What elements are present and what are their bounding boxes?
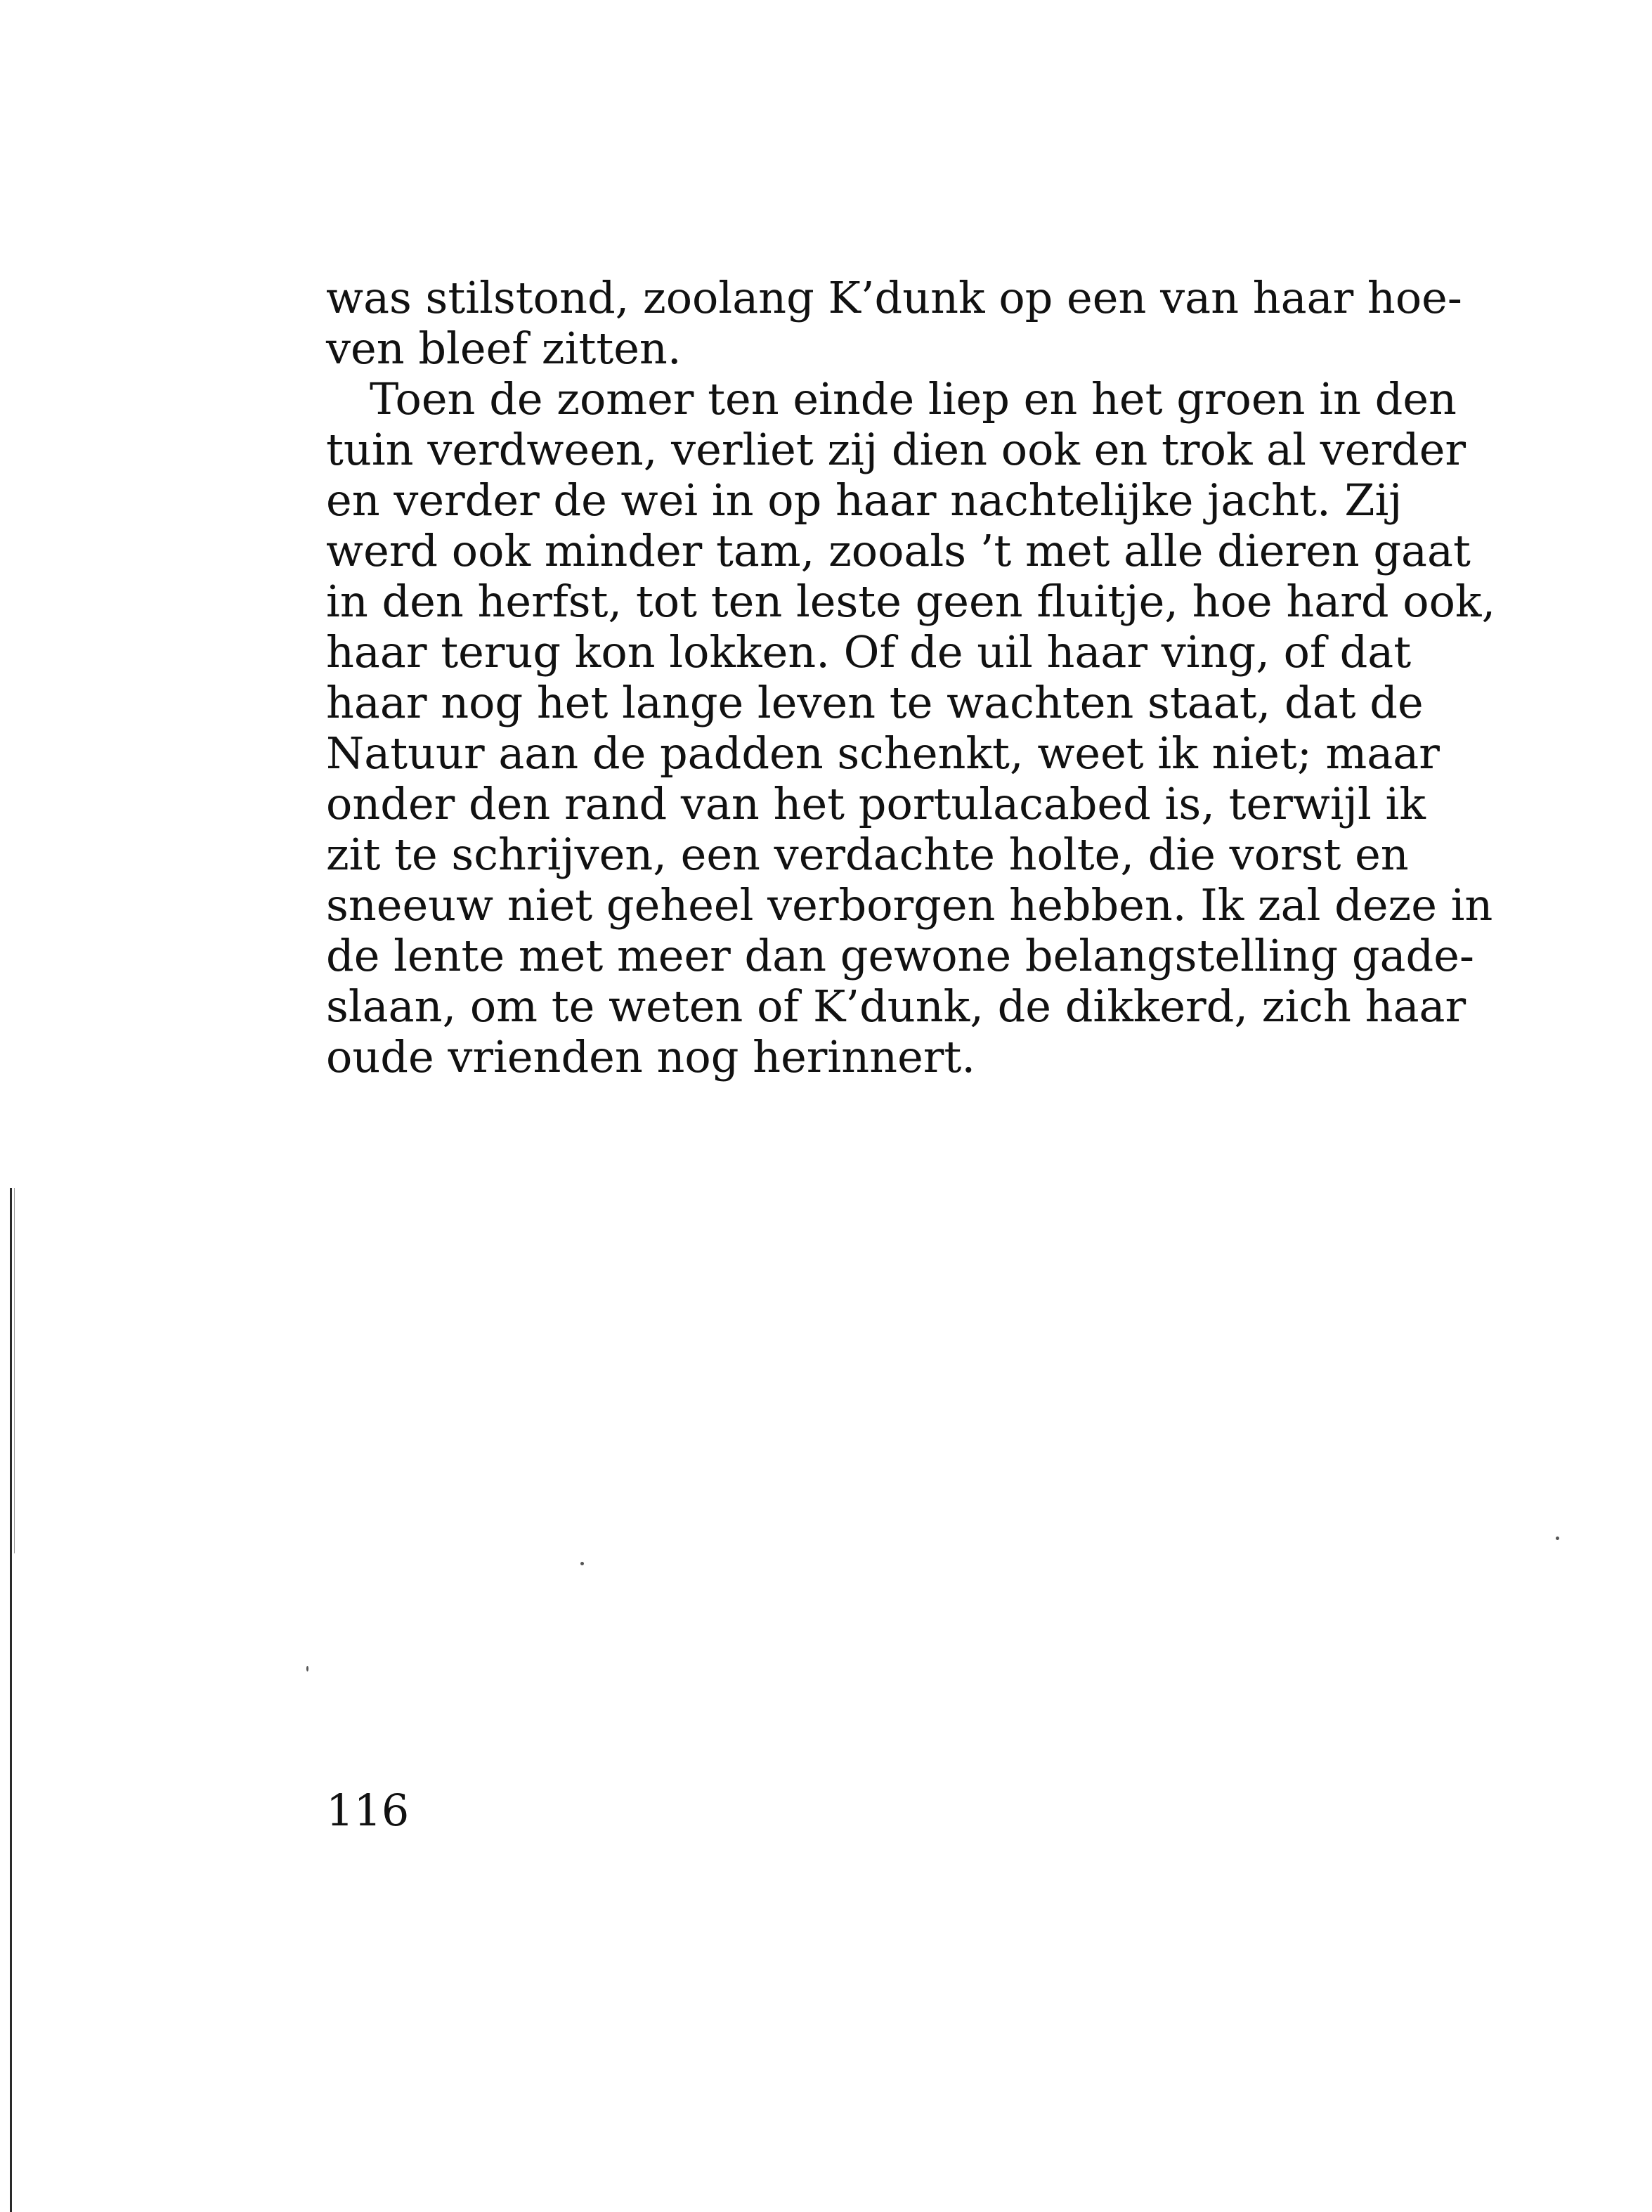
text-line: en verder de wei in op haar nachtelijke jacht. Zij: [326, 474, 1403, 526]
text-line: sneeuw niet geheel verborgen hebben. Ik zal deze in: [326, 879, 1493, 931]
body-text: [326, 272, 1496, 1082]
text-line: Toen de zomer ten einde liep en het groen in den: [370, 373, 1457, 425]
text-line: onder den rand van het portulacabed is, terwijl ik: [326, 778, 1426, 829]
dust-speck: [306, 1666, 308, 1671]
page-number: 116: [326, 1785, 410, 1836]
scan-edge-shadow: [14, 1188, 15, 1553]
text-line: ven bleef zitten.: [326, 323, 682, 374]
text-line: tuin verdween, verliet zij dien ook en trok al verder: [326, 424, 1466, 475]
text-line: de lente met meer dan gewone belangstelling gade-: [326, 930, 1474, 981]
text-line: oude vrienden nog herinnert.: [326, 1031, 976, 1082]
text-line: in den herfst, tot ten leste geen fluitje, hoe hard ook,: [326, 576, 1496, 627]
text-line: was stilstond, zoolang K’dunk op een van haar hoe-: [326, 272, 1462, 323]
text-line: haar terug kon lokken. Of de uil haar ving, of dat: [326, 626, 1412, 678]
dust-speck: [1556, 1537, 1559, 1540]
text-line: haar nog het lange leven te wachten staat, dat de: [326, 677, 1424, 728]
scan-edge-line: [10, 1188, 12, 2212]
text-line: werd ook minder tam, zooals ’t met alle dieren gaat: [326, 525, 1471, 576]
dust-speck: [580, 1562, 584, 1565]
text-line: Natuur aan de padden schenkt, weet ik niet; maar: [326, 727, 1440, 779]
text-line: zit te schrijven, een verdachte holte, die vorst en: [326, 829, 1409, 880]
text-line: slaan, om te weten of K’dunk, de dikkerd, zich haar: [326, 981, 1466, 1032]
